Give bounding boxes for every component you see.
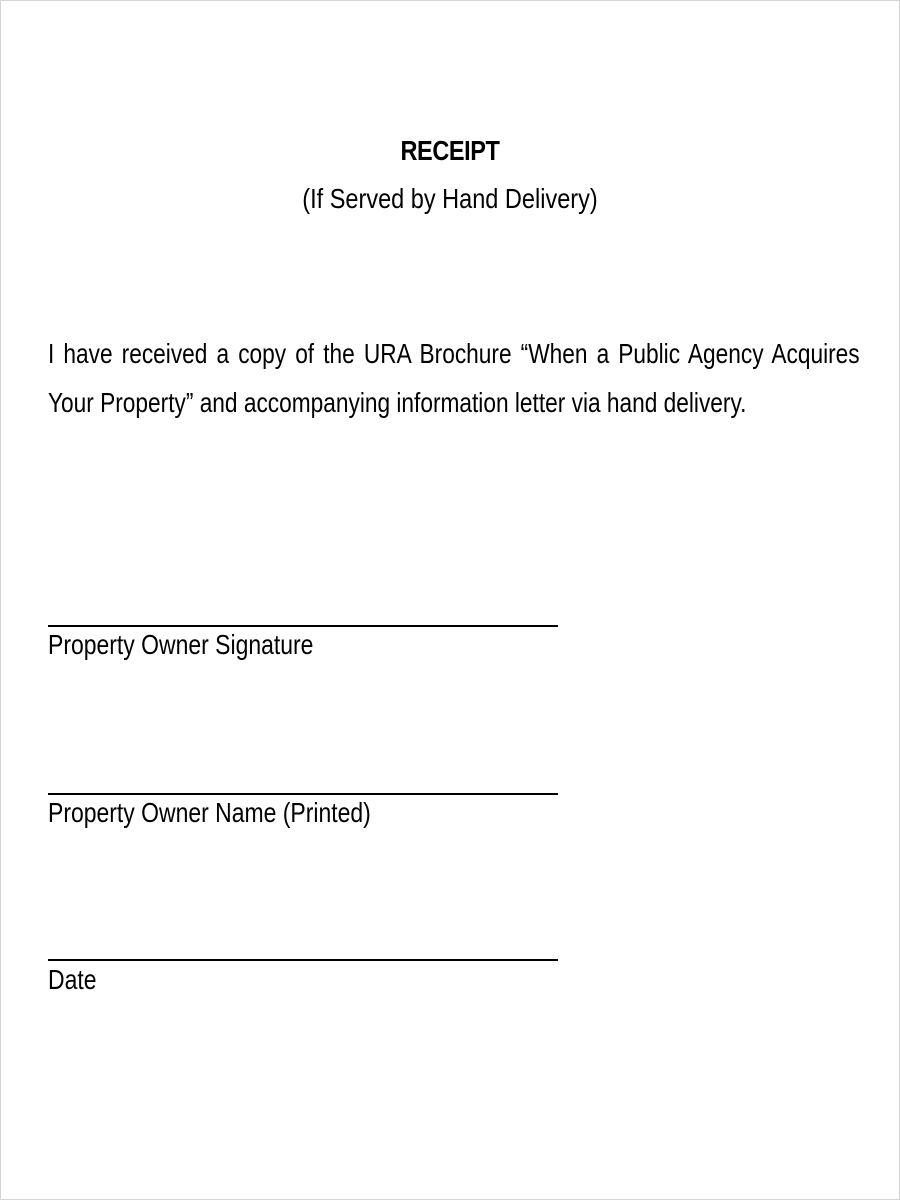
document-title: RECEIPT: [400, 135, 500, 166]
signature-line: [48, 625, 558, 627]
date-line: [48, 959, 558, 961]
date-label: Date: [48, 964, 97, 995]
signature-label: Property Owner Signature: [48, 629, 314, 660]
document-subtitle: (If Served by Hand Delivery): [302, 183, 598, 214]
printed-name-label: Property Owner Name (Printed): [48, 797, 371, 828]
acknowledgement-text: I have received a copy of the URA Brochure “When a Public Agency Acquires Your Property” and accompanying information letter via hand delivery.: [48, 338, 860, 418]
printed-name-line: [48, 793, 558, 795]
